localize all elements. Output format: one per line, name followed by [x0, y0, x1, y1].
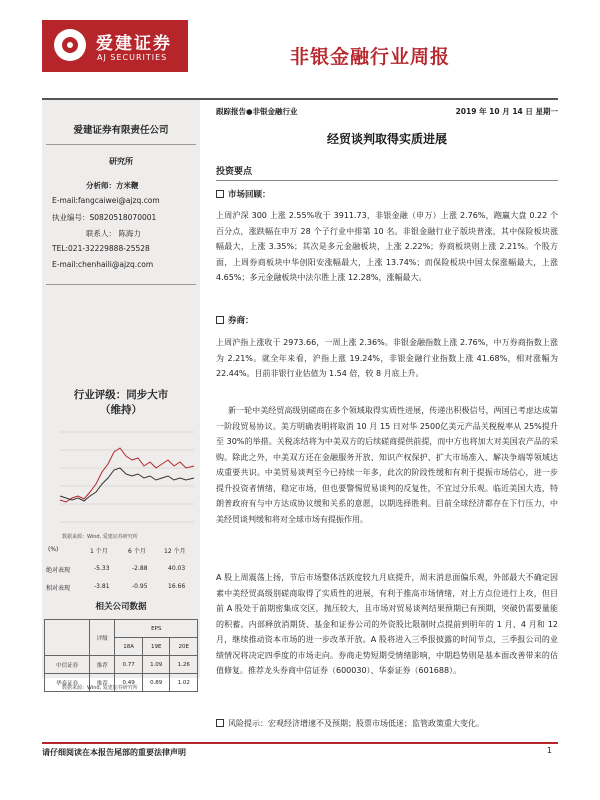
- risk-text: 风险提示：宏观经济增速不及预期；股票市场低迷；监管政策重大变化。: [228, 719, 484, 728]
- company-logo: [42, 20, 188, 72]
- perf-row-label: 绝对表现: [46, 567, 71, 574]
- report-series-title: 非银金融行业周报: [290, 46, 451, 68]
- eps-table: [44, 619, 198, 692]
- eps-value: 1.02: [170, 674, 198, 692]
- divider: [216, 180, 558, 181]
- perf-col-unit: (%): [48, 546, 59, 553]
- report-headline: 经贸谈判取得实质进展: [326, 132, 447, 146]
- eps-value: 0.77: [115, 656, 143, 674]
- eps-value: 1.09: [142, 656, 170, 674]
- eps-rating: 推荐: [90, 674, 115, 692]
- eps-corner-cell: [45, 620, 90, 656]
- checkbox-square-icon: [216, 190, 224, 198]
- chart-source-note: 数据来源：Wind, 爱建证券研究所: [62, 534, 138, 540]
- rating-status: （维持）: [100, 404, 142, 416]
- page-number: 1: [546, 746, 552, 755]
- eps-year: 20E: [170, 638, 198, 656]
- analyst-email[interactable]: E-mail:fangcaiwei@ajzq.com: [52, 196, 160, 205]
- legal-disclaimer-link[interactable]: 请仔细阅读在本报告尾部的重要法律声明: [42, 748, 186, 757]
- eps-row: [45, 656, 198, 674]
- rating-label: 行业评级：同步大市: [73, 389, 169, 401]
- logo-english-name: AJ SECURITIES: [97, 53, 168, 62]
- section-market-review: [216, 188, 271, 200]
- section-brokers: [216, 314, 254, 326]
- perf-value: -2.88: [132, 565, 148, 572]
- performance-chart: [46, 422, 196, 530]
- perf-col-1m: 1 个月: [90, 548, 108, 555]
- perf-value: -5.33: [94, 565, 110, 572]
- eps-value: 0.49: [115, 674, 143, 692]
- eps-value: 0.89: [142, 674, 170, 692]
- perf-value: -3.81: [94, 583, 110, 590]
- perf-row-label: 相对表现: [46, 585, 71, 592]
- logo-emblem-icon: [54, 29, 86, 61]
- eps-rating: 推荐: [90, 656, 115, 674]
- company-name: 爱建证券有限责任公司: [73, 125, 169, 136]
- eps-value: 1.26: [170, 656, 198, 674]
- section-title: 市场回顾：: [228, 190, 271, 200]
- perf-value: -0.95: [132, 583, 148, 590]
- checkbox-square-icon: [216, 316, 224, 324]
- perf-value: 16.66: [168, 583, 186, 590]
- eps-source-note: 数据来源：Wind, 爱建证券研究所: [62, 685, 138, 691]
- sidebar: [42, 100, 200, 691]
- key-points-heading: 投资要点: [216, 167, 253, 177]
- logo-chinese-name: 爱建证券: [96, 34, 172, 54]
- research-dept: 研究所: [109, 157, 133, 166]
- report-type: 跟踪报告●非银金融行业: [216, 107, 298, 116]
- eps-rating-header: 评级: [90, 620, 115, 656]
- contact-name: 联系人： 陈海力: [86, 229, 141, 238]
- paragraph-brokers: 上周沪指上涨收于 2973.66，一周上涨 2.36%。非银金融指数上涨 2.76%，中万券商指数上涨为 2.21%。就全年来看，沪指上涨 19.24%，非银金融行业指数上涨 41.68%，相对涨幅为 22.44%。目前非银行业估值为 1.54 倍，较 8 月底上升。: [216, 338, 558, 378]
- perf-value: 40.03: [168, 565, 186, 572]
- contact-tel: TEL:021-32229888-25528: [52, 244, 150, 253]
- related-companies-title: 相关公司数据: [95, 602, 147, 612]
- divider: [46, 284, 196, 285]
- checkbox-square-icon: [216, 719, 224, 727]
- section-title: 券商：: [228, 316, 254, 326]
- report-date: 2019 年 10 月 14 日 星期一: [455, 107, 558, 116]
- eps-header: EPS: [115, 620, 198, 638]
- footer-divider: [42, 742, 558, 744]
- divider: [46, 144, 196, 145]
- eps-company: 华泰证券: [45, 674, 90, 692]
- analyst-name: 分析师：方米鞭: [86, 181, 139, 190]
- eps-year: 18A: [115, 638, 143, 656]
- paragraph-a-share: A 股上周震荡上扬，节后市场整体活跃度较九月底提升，周末消息面偏乐观，外部最大不确定因素中美经贸高级别磋商取得了实质性的进展，有利于推高市场情绪，对上方点位进行上攻，但目前 A 股处于前期密集成交区，抛压较大，且市场对贸易谈判结果预期已有预期，突破仍需要量能的积蓄。内部释放消期货、基金和证券公司的外资股比限制时点提前到明年的 1 月、4 月和 12 月，继续推动资本市场的进一步改革开放。A 股将进入三季报披露的时间节点，三季报公司的业绩情况将决定四季度的市场走向。券商走势短期受情绪影响，中期趋势则是基本面改善带来的估值修复。推荐龙头券商中信证券（600030）、华泰证券（601688）。: [216, 573, 558, 675]
- license-number: 执业编号：S0820518070001: [52, 213, 157, 222]
- contact-email[interactable]: E-mail:chenhaili@ajzq.com: [52, 260, 154, 269]
- eps-company: 中信证券: [45, 656, 90, 674]
- paragraph-market-review: 上周沪深 300 上涨 2.55%收于 3911.73，非银金融（申万）上涨 2.76%，跑赢大盘 0.22 个百分点，涨跌幅在申万 28 个子行业中排第 10 名。非银金融行业子版块普涨，其中保险板块涨幅最大，上涨 3.35%；其次是多元金融板块，上涨 2.22%；券商板块则上涨 2.21%。个股方面，上周券商板块中华创阳安涨幅最大，上涨 13.74%；而保险板块中国太保涨幅最大，上涨 4.65%；多元金融板块中法尔胜上涨 12.28%，涨幅最大。: [216, 211, 558, 282]
- eps-year: 19E: [142, 638, 170, 656]
- risk-warning: [216, 718, 484, 729]
- perf-col-6m: 6 个月: [128, 548, 146, 555]
- industry-rating: [42, 388, 200, 418]
- perf-col-12m: 12 个月: [164, 548, 186, 555]
- paragraph-trade-talks: 新一轮中美经贸高级别磋商在多个领域取得实质性进展，传递出积极信号，两国已考虑达成第一阶段贸易协议。美方明确表明将取消 10 月 15 日对华 2500亿美元产品关税税率从 25%提升至 30%的举措。关税冻结将为中美双方的后续磋商提供前提，而中方也将加大对美国农产品的采购。除此之外，中美双方还在金融服务开放、知识产权保护、扩大市场准入、解决争端等领域达成重要共识。中美贸易谈判至今已持续一年多，此次的阶段性缓和有利于提振市场信心，进一步提升投资者情绪，稳定市场，但也要警惕贸易谈判的反复性，不宜过分乐观。临近美国大选，特朗普政府有与中方达成协议缓和关系的意愿，以期选择胜利。目前全球经济都存在下行压力，中美经贸谈判缓和将对全球市场有提振作用。: [216, 406, 558, 524]
